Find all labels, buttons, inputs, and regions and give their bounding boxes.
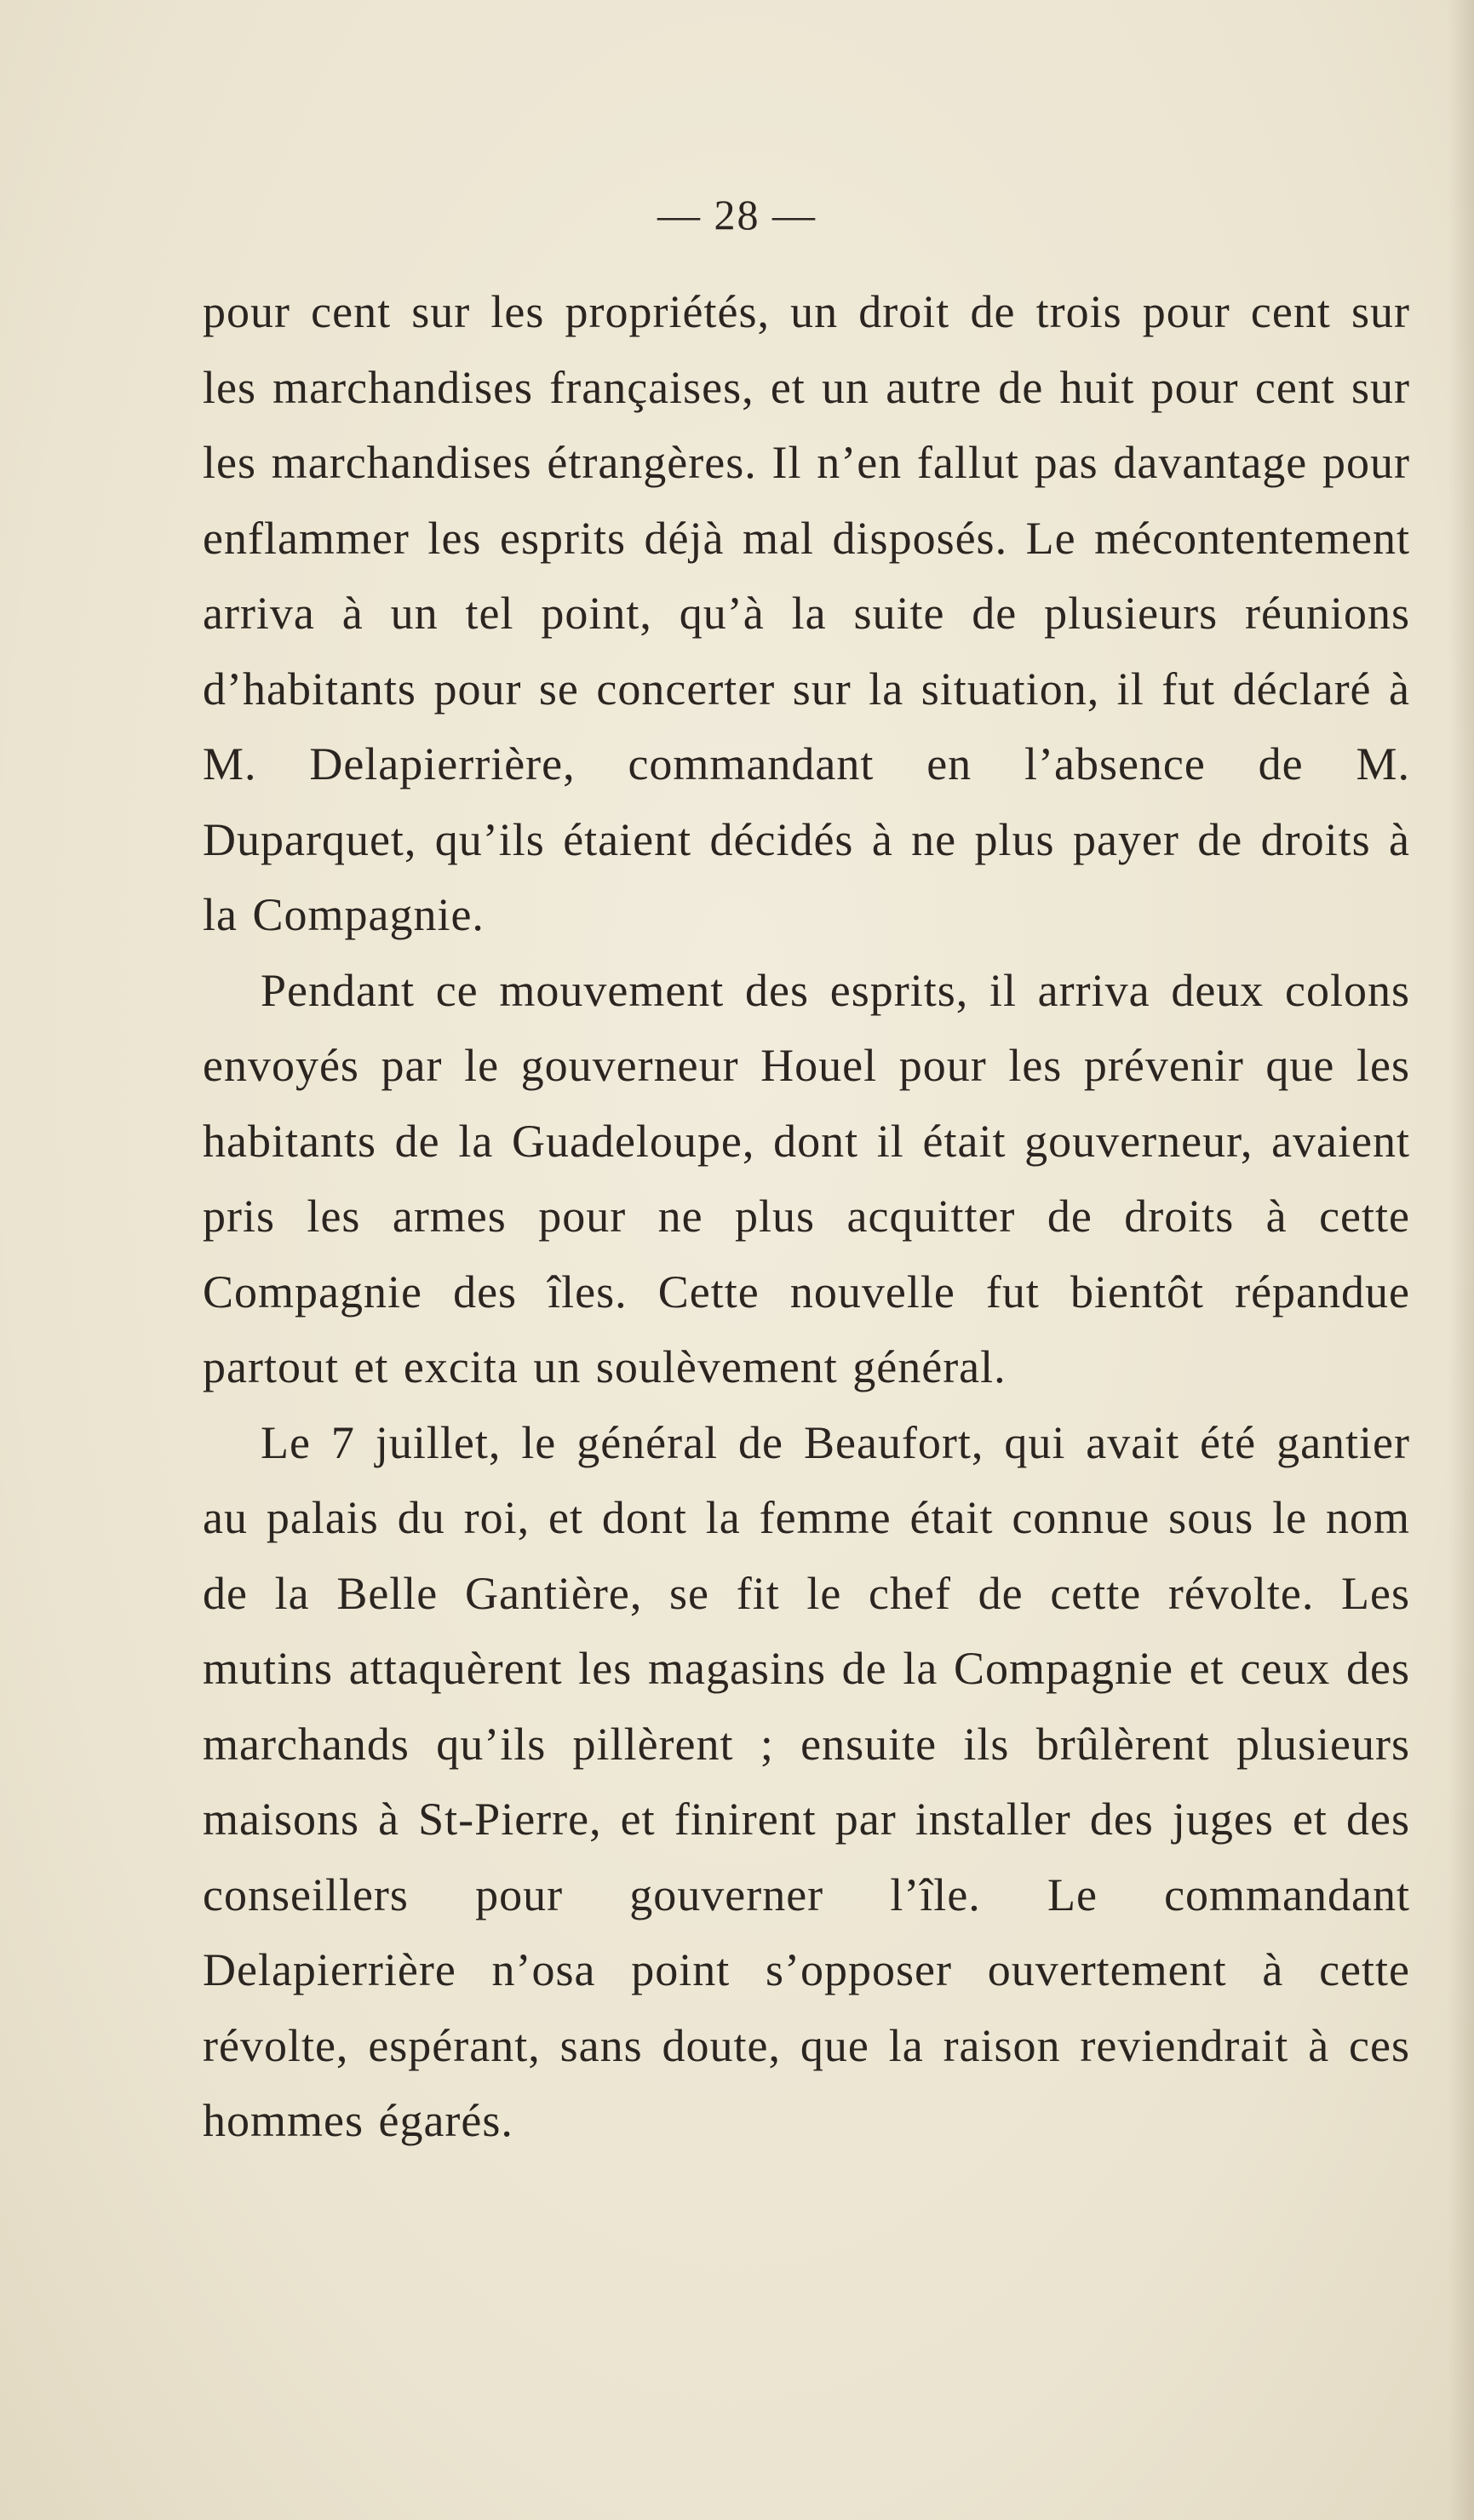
body-text [203, 274, 1410, 2159]
page-number: — 28 — [657, 191, 817, 238]
paragraph-3: Le 7 juillet, le général de Beaufort, qui avait été gantier au palais du roi, et dont la femme était connue sous le nom de la Belle Gantière, se fit le chef de cette révolte. Les mutins attaquèrent les magasins de la Compagnie et ceux des marchands qu’ils pillèrent ; ensuite ils brûlèrent plusieurs maisons à St-Pierre, et finirent par installer des juges et des conseillers pour gouverner l’île. Le commandant Delapierrière n’osa point s’opposer ouvertement à cette révolte, espérant, sans doute, que la raison reviendrait à ces hommes égarés. [203, 1416, 1410, 2146]
paragraph-2: Pendant ce mouvement des esprits, il arriva deux colons envoyés par le gouverneur Houel pour les prévenir que les habitants de la Guadeloupe, dont il était gouverneur, avaient pris les armes pour ne plus acquitter de droits à cette Compagnie des îles. Cette nouvelle fut bientôt répandue partout et excita un soulèvement général. [203, 964, 1410, 1392]
paragraph-1: pour cent sur les propriétés, un droit de trois pour cent sur les marchandises françaises, et un autre de huit pour cent sur les marchandises étrangères. Il n’en fallut pas davantage pour enflammer les esprits déjà mal disposés. Le mécontentement arriva à un tel point, qu’à la suite de plusieurs réunions d’habitants pour se concerter sur la situation, il fut déclaré à M. Delapierrière, commandant en l’absence de M. Duparquet, qu’ils étaient décidés à ne plus payer de droits à la Compagnie. [203, 286, 1410, 940]
page-edge-shadow [1448, 0, 1474, 2520]
